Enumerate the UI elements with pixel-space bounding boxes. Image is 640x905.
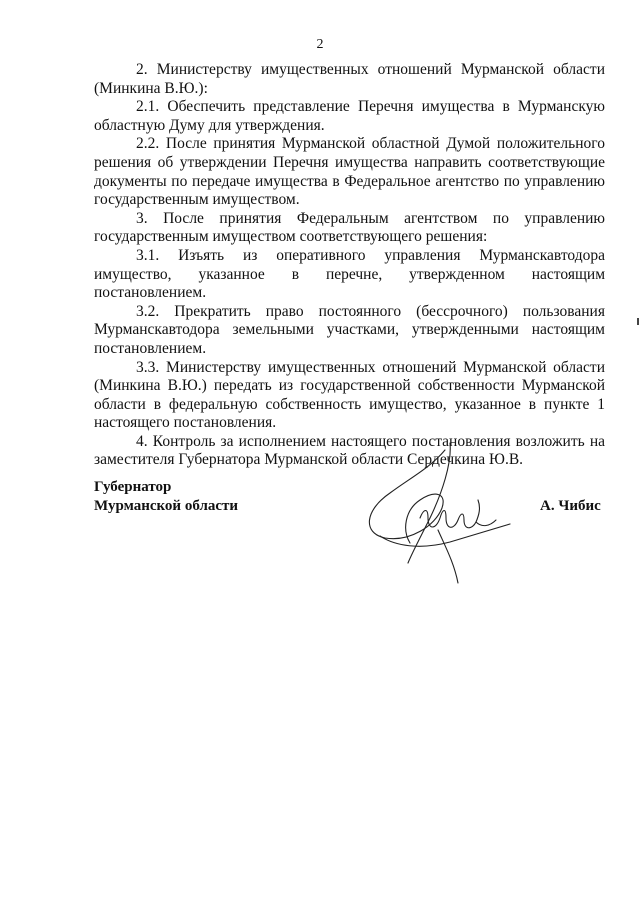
paragraph-2-1: 2.1. Обеспечить представление Перечня имущества в Мурманскую областную Думу для утверждения. [94,98,605,134]
signer-title [94,478,238,516]
paragraph-3: 3. После принятия Федеральным агентством по управлению государственным имуществом соответствующего решения: [94,209,605,246]
page-number: 2 [316,37,324,52]
handwritten-signature-icon [350,438,525,588]
paragraph-2-2: 2.2. После принятия Мурманской областной Думой положительного решения об утверждении Перечня имущества направить соответствующие документы по передаче имущества в Федеральное агентство по управлению государственным имуществом. [94,135,605,209]
scan-edge-mark [637,318,639,325]
paragraph-4: 4. Контроль за исполнением настоящего постановления возложить на заместителя Губернатора Мурманской области Сердечкина Ю.В. [94,432,605,469]
paragraph-2: 2. Министерству имущественных отношений Мурманской области (Минкина В.Ю.): [94,61,605,97]
signer-title-line2: Мурманской области [94,498,239,514]
signer-name: А. Чибис [540,498,601,514]
signer-title-line1: Губернатор [94,479,172,495]
paragraph-3-2: 3.2. Прекратить право постоянного (бессрочного) пользования Мурманскавтодора земельными участками, утвержденными настоящим постановлением. [94,302,605,357]
paragraph-3-1: 3.1. Изъять из оперативного управления Мурманскавтодора имущество, указанное в перечне, утвержденном настоящим постановлением. [94,246,605,302]
paragraph-3-3: 3.3. Министерству имущественных отношений Мурманской области (Минкина В.Ю.) передать из государственной собственности Мурманской области в федеральную собственность имущество, указанное в пункте 1 настоящего постановления. [94,358,605,432]
document-body [94,61,605,470]
